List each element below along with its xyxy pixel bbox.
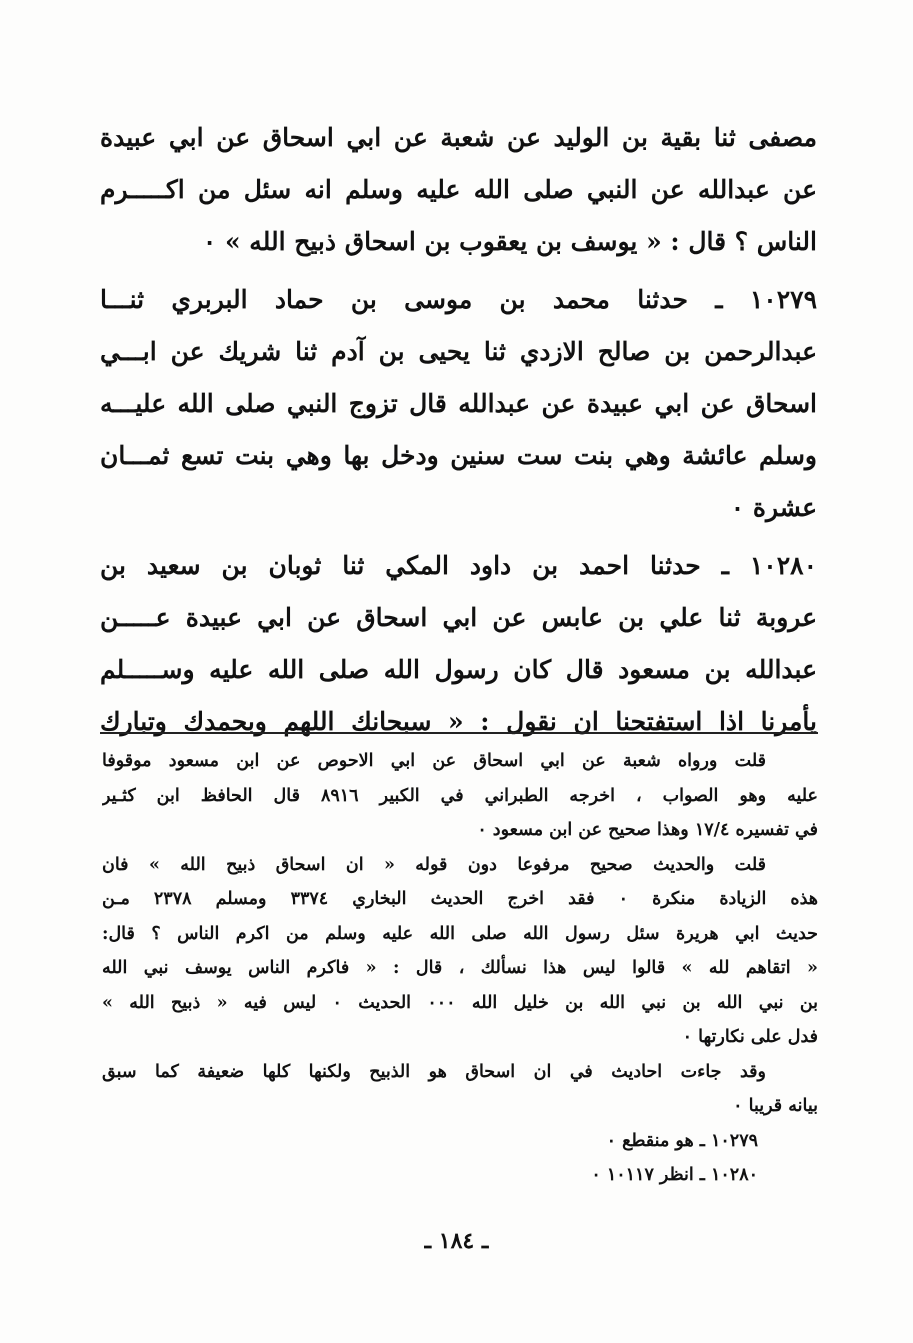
text-line: عروبة ثنا علي بن عابس عن ابي اسحاق عن ابي عبيدة عـــــن	[100, 603, 817, 632]
text-line: يأمرنا اذا استفتحنا ان نقول : « سبحانك اللهم وبحمدك وتبارك	[100, 707, 817, 736]
page-number: ـ ١٨٤ ـ	[424, 1228, 489, 1254]
footnote-line: هذه الزيادة منكرة ٠ فقد اخرج الحديث البخاري ٣٣٧٤ ومسلم ٢٣٧٨ مـن	[102, 889, 818, 909]
footnote-line: قلت ورواه شعبة عن ابي اسحاق عن ابي الاحوص عن ابن مسعود موقوفا	[102, 751, 766, 771]
footnote-line: ١٠٢٧٩ ـ هو منقطع ٠	[606, 1130, 758, 1151]
hadith-heading-10279: ١٠٢٧٩ ـ حدثنا محمد بن موسى بن حماد البربري ثنـــا	[100, 285, 817, 314]
footnote-divider	[100, 732, 818, 734]
footnote-line: بن نبي الله بن نبي الله بن خليل الله ٠٠٠ الحديث ٠ ليس فيه « ذبيح الله »	[102, 992, 818, 1013]
footnote-line: قلت والحديث صحيح مرفوعا دون قوله « ان اسحاق ذبيح الله » فان	[102, 854, 766, 875]
text-line: عشرة ٠	[730, 493, 817, 522]
text-line: مصفى ثنا بقية بن الوليد عن شعبة عن ابي اسحاق عن ابي عبيدة	[100, 123, 817, 152]
footnote-line: « اتقاهم لله » قالوا ليس هذا نسألك ، قال : « فاكرم الناس يوسف نبي الله	[102, 958, 818, 978]
footnote-line: حديث ابي هريرة سئل رسول الله صلى الله عليه وسلم من اكرم الناس ؟ قال:	[102, 923, 818, 944]
text-line: عبدالرحمن بن صالح الازدي ثنا يحيى بن آدم ثنا شريك عن ابـــي	[100, 337, 817, 366]
footnote-line: ١٠٢٨٠ ـ انظر ١٠١١٧ ٠	[591, 1165, 758, 1185]
footnote-line: فدل على نكارتها ٠	[682, 1027, 818, 1047]
footnotes	[102, 744, 818, 1193]
footnote-line: عليه وهو الصواب ، اخرجه الطبراني في الكبير ٨٩١٦ قال الحافظ ابن كثـير	[102, 785, 818, 806]
footnote-line: وقد جاءت احاديث في ان اسحاق هو الذبيح ولكنها كلها ضعيفة كما سبق	[102, 1061, 766, 1082]
footnote-line: بيانه قريبا ٠	[733, 1096, 818, 1116]
text-line: وسلم عائشة وهي بنت ست سنين ودخل بها وهي بنت تسع ثمـــان	[100, 441, 817, 470]
hadith-heading-10280: ١٠٢٨٠ ـ حدثنا احمد بن داود المكي ثنا ثوبان بن سعيد بن	[100, 551, 817, 580]
text-line: عن عبدالله عن النبي صلى الله عليه وسلم انه سئل من اكـــــرم	[100, 175, 817, 204]
main-text	[100, 112, 817, 748]
text-line: اسحاق عن ابي عبيدة عن عبدالله قال تزوج النبي صلى الله عليـــه	[100, 389, 817, 418]
text-line: عبدالله بن مسعود قال كان رسول الله صلى الله عليه وســـــلم	[100, 655, 817, 684]
footnote-line: في تفسيره ١٧/٤ وهذا صحيح عن ابن مسعود ٠	[477, 820, 818, 840]
text-line: الناس ؟ قال : « يوسف بن يعقوب بن اسحاق ذبيح الله » ٠	[202, 227, 817, 256]
